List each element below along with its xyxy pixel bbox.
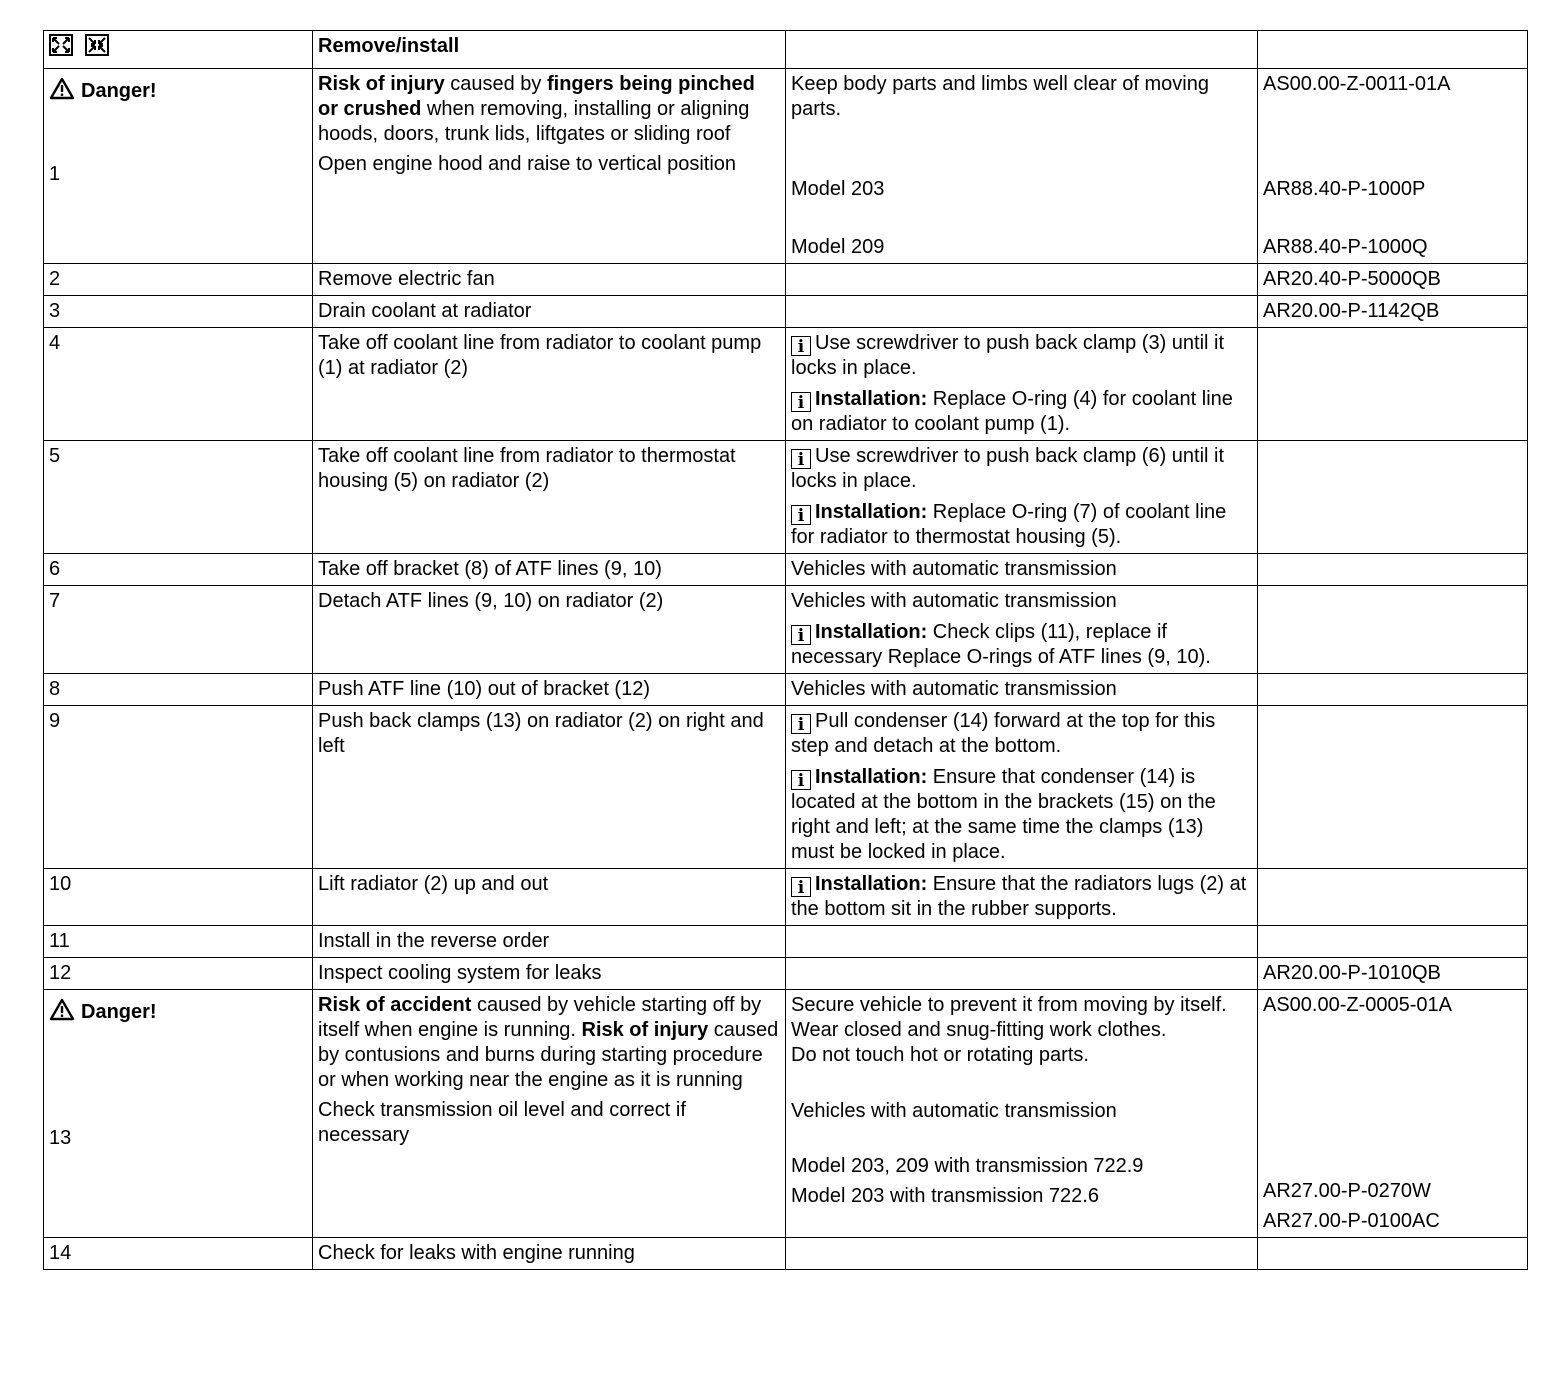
note-cell [786, 869, 1258, 926]
step-action: Take off bracket (8) of ATF lines (9, 10) [313, 554, 786, 586]
step-action: Remove electric fan [313, 264, 786, 296]
ref-cell [1258, 586, 1528, 674]
note-cell [786, 264, 1258, 296]
step-action: Install in the reverse order [313, 926, 786, 958]
step-number: 2 [44, 264, 313, 296]
step-row-10 [44, 869, 1528, 926]
info-icon: i [791, 336, 811, 356]
step-row-12 [44, 958, 1528, 990]
model-note: Model 203 with transmission 722.6 [791, 1185, 1099, 1207]
danger-text: Risk of accident caused by vehicle starting off by itself when engine is running. Risk of injury caused by contusions and burns during starting procedure or when working near the engine as it is running [318, 994, 779, 1091]
danger-note: Keep body parts and limbs well clear of moving parts. [791, 73, 1209, 120]
header-icons-cell [44, 31, 313, 69]
note-cell [786, 1238, 1258, 1270]
info-icon: i [791, 877, 811, 897]
note-cell [786, 69, 1258, 264]
danger-row-2 [44, 990, 1528, 1238]
step-action: Check transmission oil level and correct if necessary [318, 1099, 686, 1146]
warning-icon [49, 998, 75, 1028]
info-note: i Pull condenser (14) forward at the top for this step and detach at the bottom. [791, 710, 1216, 757]
note-cell [786, 441, 1258, 554]
step-number: 7 [44, 586, 313, 674]
reference-link[interactable]: AR88.40-P-1000P [1263, 178, 1426, 200]
info-note: i Use screwdriver to push back clamp (6) until it locks in place. [791, 445, 1225, 492]
step-action: Take off coolant line from radiator to thermostat housing (5) on radiator (2) [313, 441, 786, 554]
step-action: Push back clamps (13) on radiator (2) on right and left [313, 706, 786, 869]
reference-link[interactable]: AR27.00-P-0270W [1263, 1180, 1431, 1202]
info-icon: i [791, 625, 811, 645]
note-cell [786, 328, 1258, 441]
ref-cell [1258, 990, 1528, 1238]
step-row-6 [44, 554, 1528, 586]
info-note: i Installation: Replace O-ring (4) for coolant line on radiator to coolant pump (1). [791, 388, 1233, 435]
reference-link[interactable]: AR88.40-P-1000Q [1263, 236, 1428, 258]
header-row [44, 31, 1528, 69]
step-row-7 [44, 586, 1528, 674]
step-number: 5 [44, 441, 313, 554]
danger-label: Danger! [81, 1001, 157, 1023]
info-note: i Installation: Ensure that the radiators lugs (2) at the bottom sit in the rubber supports. [791, 873, 1247, 920]
info-icon: i [791, 505, 811, 525]
reference-link[interactable]: AR27.00-P-0100AC [1263, 1210, 1440, 1232]
danger-label-cell [44, 69, 313, 264]
step-action: Check for leaks with engine running [313, 1238, 786, 1270]
ref-cell [1258, 554, 1528, 586]
model-note: Model 203 [791, 178, 885, 200]
step-row-4 [44, 328, 1528, 441]
ref-cell [1258, 328, 1528, 441]
header-empty-4 [1258, 31, 1528, 69]
step-row-14 [44, 1238, 1528, 1270]
note-cell [786, 706, 1258, 869]
info-note: i Installation: Ensure that condenser (14) is located at the bottom in the brackets (15) on the right and left; at the same time the clamps (13) must be locked in place. [791, 766, 1216, 863]
step-number: 4 [44, 328, 313, 441]
step-number: 13 [49, 1127, 72, 1149]
warning-icon [49, 77, 75, 107]
info-note: i Installation: Replace O-ring (7) of coolant line for radiator to thermostat housing (5). [791, 501, 1227, 548]
step-number: 10 [44, 869, 313, 926]
step-row-3 [44, 296, 1528, 328]
info-note: i Use screwdriver to push back clamp (3) until it locks in place. [791, 332, 1225, 379]
note-cell [786, 958, 1258, 990]
step-action: Inspect cooling system for leaks [313, 958, 786, 990]
step-action: Open engine hood and raise to vertical position [318, 153, 737, 175]
ref-cell [1258, 441, 1528, 554]
step-row-8 [44, 674, 1528, 706]
step-row-9 [44, 706, 1528, 869]
model-note: Model 203, 209 with transmission 722.9 [791, 1155, 1144, 1177]
step-number: 6 [44, 554, 313, 586]
vehicle-note: Vehicles with automatic transmission [791, 1100, 1117, 1122]
expand-icon[interactable] [49, 34, 73, 63]
step-row-11 [44, 926, 1528, 958]
header-empty-3 [786, 31, 1258, 69]
vehicle-note: Vehicles with automatic transmission [786, 554, 1258, 586]
step-number: 1 [49, 163, 61, 185]
step-row-2 [44, 264, 1528, 296]
danger-label-cell [44, 990, 313, 1238]
procedure-table [43, 30, 1528, 1270]
vehicle-note: Vehicles with automatic transmission [791, 590, 1117, 612]
reference-link[interactable]: AS00.00-Z-0011-01A [1263, 73, 1451, 95]
danger-note: Secure vehicle to prevent it from moving by itself. [791, 994, 1227, 1016]
ref-cell [1258, 1238, 1528, 1270]
vehicle-note: Vehicles with automatic transmission [786, 674, 1258, 706]
action-cell [313, 69, 786, 264]
danger-text: Risk of injury caused by fingers being pinched or crushed when removing, installing or aligning hoods, doors, trunk lids, liftgates or sliding roof [318, 73, 755, 145]
step-action: Detach ATF lines (9, 10) on radiator (2) [313, 586, 786, 674]
reference-link[interactable]: AR20.00-P-1142QB [1258, 296, 1528, 328]
ref-cell [1258, 869, 1528, 926]
ref-cell [1258, 674, 1528, 706]
compress-icon[interactable] [85, 34, 109, 63]
info-icon: i [791, 449, 811, 469]
danger-row-1 [44, 69, 1528, 264]
reference-link[interactable]: AS00.00-Z-0005-01A [1263, 994, 1453, 1016]
model-note: Model 209 [791, 236, 885, 258]
info-icon: i [791, 392, 811, 412]
ref-cell [1258, 926, 1528, 958]
info-icon: i [791, 770, 811, 790]
step-number: 12 [44, 958, 313, 990]
danger-note: Wear closed and snug-fitting work clothes. [791, 1019, 1167, 1041]
step-action: Take off coolant line from radiator to coolant pump (1) at radiator (2) [313, 328, 786, 441]
note-cell [786, 586, 1258, 674]
danger-label: Danger! [81, 80, 157, 102]
info-note: i Installation: Check clips (11), replace if necessary Replace O-rings of ATF lines (9, 10). [791, 621, 1211, 668]
note-cell [786, 296, 1258, 328]
action-cell [313, 990, 786, 1238]
reference-link[interactable]: AR20.00-P-1010QB [1258, 958, 1528, 990]
ref-cell [1258, 69, 1528, 264]
step-number: 14 [44, 1238, 313, 1270]
step-action: Push ATF line (10) out of bracket (12) [313, 674, 786, 706]
step-action: Lift radiator (2) up and out [313, 869, 786, 926]
step-row-5 [44, 441, 1528, 554]
step-number: 11 [44, 926, 313, 958]
step-number: 8 [44, 674, 313, 706]
ref-cell [1258, 706, 1528, 869]
step-action: Drain coolant at radiator [313, 296, 786, 328]
step-number: 9 [44, 706, 313, 869]
note-cell [786, 990, 1258, 1238]
reference-link[interactable]: AR20.40-P-5000QB [1258, 264, 1528, 296]
header-title: Remove/install [313, 31, 786, 69]
danger-note: Do not touch hot or rotating parts. [791, 1044, 1089, 1066]
info-icon: i [791, 714, 811, 734]
step-number: 3 [44, 296, 313, 328]
note-cell [786, 926, 1258, 958]
